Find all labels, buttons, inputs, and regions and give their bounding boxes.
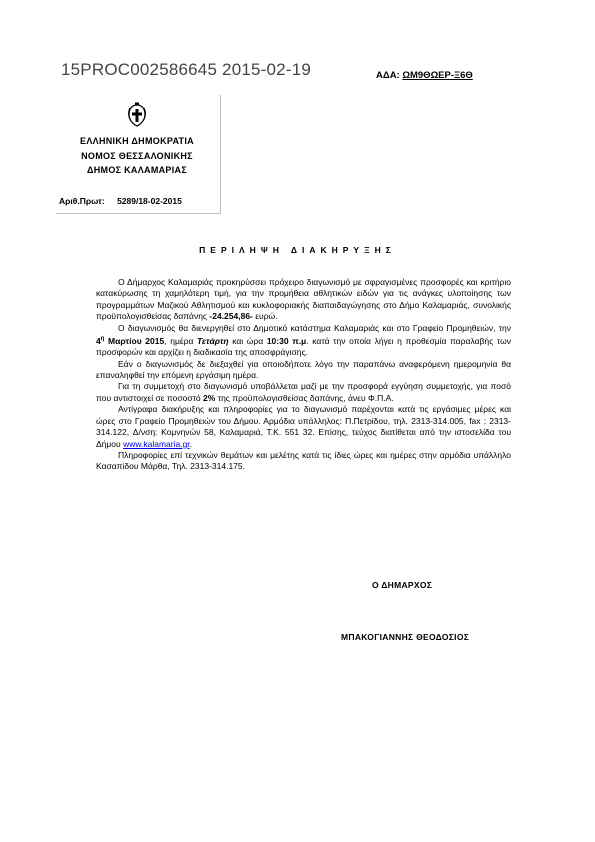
paragraph-date — [96, 323, 511, 359]
paragraph-technical-info: Πληροφορίες επί τεχνικών θεμάτων και μελέτης κατά τις ίδιες ώρες και ημέρες στην αρμόδια υπάλληλο Κασαπίδου Μάρθα, Τηλ. 2313-314.175. — [96, 449, 511, 472]
signature-title: Ο ΔΗΜΑΡΧΟΣ — [372, 580, 433, 590]
paragraph-guarantee — [96, 381, 511, 404]
paragraph-repeat: Εάν ο διαγωνισμός δε διεξαχθεί για οποιοδήποτε λόγο την παραπάνω αναφερόμενη ημερομηνία θα επαναληφθεί την επόμενη εργάσιμη ημέρα. — [96, 358, 511, 381]
country-name: ΕΛΛΗΝΙΚΗ ΔΗΜΟΚΡΑΤΙΑ — [80, 136, 194, 146]
ada-value: ΩΜ9ΘΩΕΡ-Ξ6Θ — [402, 70, 473, 81]
ada-reference — [376, 70, 473, 81]
copies-end: . — [189, 438, 193, 449]
protocol-label: Αριθ.Πρωτ: — [59, 196, 105, 206]
signature-name: ΜΠΑΚΟΓΙΑΝΝΗΣ ΘΕΟΔΟΣΙΟΣ — [341, 632, 470, 642]
copies-text: Αντίγραφα διακήρυξης και πληροφορίες για το διαγωνισμό παρέχονται κατά τις εργάσιμες μέρες και ώρες στο Γραφείο Προμηθειών του Δήμου. Αρμόδια υπάλληλος: Π.Πετρίδου, τηλ. 2313-314.005, fax : 2313-314.122, Δ/νση: Κομνηνών 58, Καλαμαριά, Τ.Κ. 551 32. Επίσης, τεύχος διατίθεται από την ιστοσελίδα του Δήμου — [96, 404, 511, 449]
issuing-authority — [56, 134, 218, 178]
municipality-name: ΔΗΜΟΣ ΚΑΛΑΜΑΡΙΑΣ — [86, 165, 188, 175]
currency-text: ευρώ. — [255, 311, 278, 322]
day-suffix: η — [100, 336, 105, 343]
budget-amount: -24.254,86- — [209, 311, 253, 322]
tender-weekday: Τετάρτη — [197, 335, 229, 346]
weekday-intro: , ημέρα — [164, 335, 194, 346]
prefecture-name: ΝΟΜΟΣ ΘΕΣΣΑΛΟΝΙΚΗΣ — [81, 150, 193, 161]
announcement-body — [96, 277, 511, 473]
protocol-number — [59, 196, 182, 206]
guarantee-percent: 2% — [203, 392, 216, 403]
subject-text: Ο Δήμαρχος Καλαμαριάς προκηρύσσει πρόχειρο διαγωνισμό με σφραγισμένες προσφορές και κριτήριο κατακύρωσης τη χαμηλότερη τιμή, για την προμήθεια αθλητικών ειδών για τις ανάγκες υλοποίησης των προγραμμάτων Μαζικού Αθλητισμού και κυκλοφοριακής διαπαιδαγώγησης στο Δήμο Καλαμαριάς, συνολικής προϋπολογισθείσας δαπάνης — [96, 277, 511, 322]
date-intro: Ο διαγωνισμός θα διενεργηθεί στο Δημοτικό κατάστημα Καλαμαριάς και στο Γραφείο Προμηθειών, την — [118, 322, 511, 333]
website-link[interactable]: www.kalamaria.gr — [123, 438, 190, 449]
time-intro: και ώρα — [232, 335, 264, 346]
greek-coat-of-arms-icon — [126, 102, 148, 128]
tender-time: 10:30 π.μ — [266, 335, 307, 346]
document-code: 15PROC002586645 2015-02-19 — [61, 60, 311, 79]
paragraph-copies — [96, 404, 511, 450]
guarantee-intro: Για τη συμμετοχή στο διαγωνισμό υποβάλλεται μαζί με την προσφορά εγγύηση συμμετοχής, για ποσό που αντιστοιχεί σε ποσοστό — [96, 381, 511, 403]
protocol-value: 5289/18-02-2015 — [117, 196, 182, 206]
page-title: ΠΕΡΙΛΗΨΗ ΔΙΑΚΗΡΥΞΗΣ — [199, 245, 396, 255]
date-outro: . κατά την οποία λήγει η προθεσμία παραλαβής των προσφορών και αρχίζει η διαδικασία της αποσφράγισης. — [96, 335, 511, 358]
tender-day: 4 — [96, 335, 101, 346]
ada-label: ΑΔΑ: — [376, 70, 400, 81]
tender-date: Μαρτίου 2015 — [108, 335, 165, 346]
paragraph-subject — [96, 277, 511, 323]
guarantee-outro: της προϋπολογισθείσας δαπάνης, άνευ Φ.Π.Α. — [217, 392, 394, 403]
